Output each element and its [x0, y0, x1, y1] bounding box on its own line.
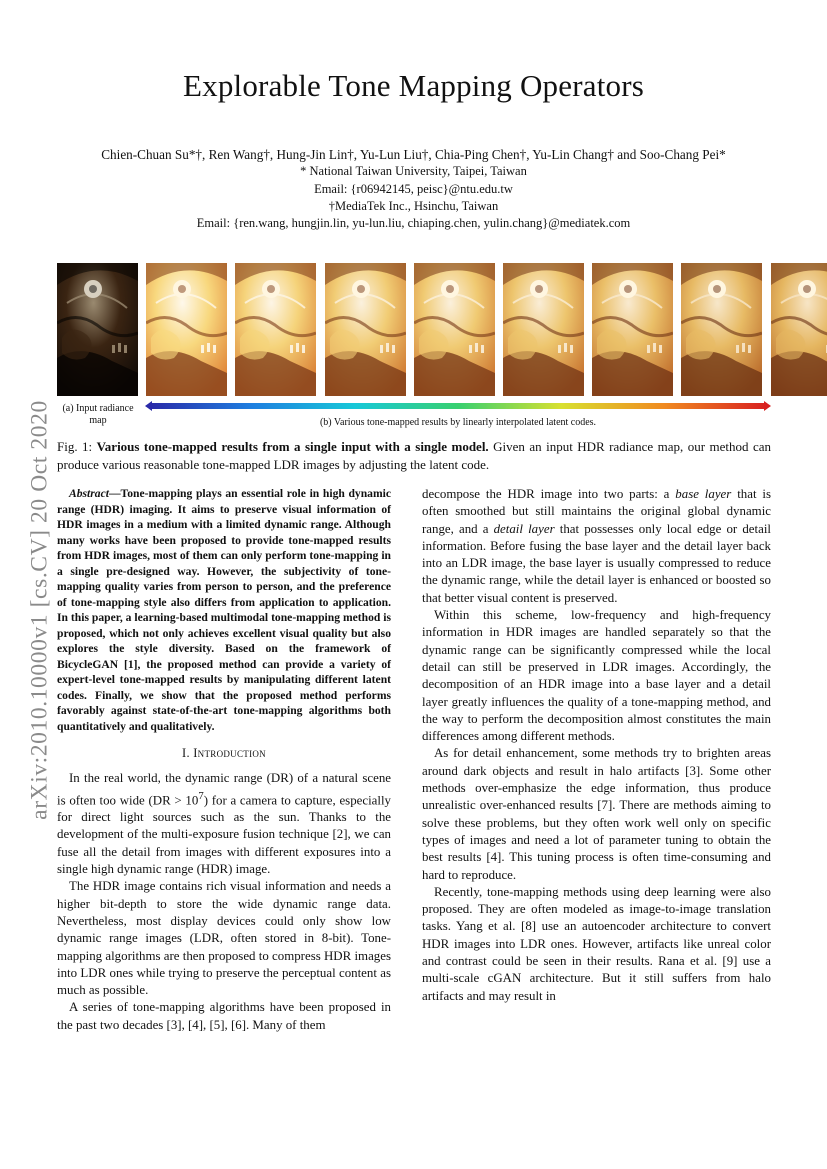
tone-mapped-8 — [771, 263, 827, 396]
intro-paragraph-2: The HDR image contains rich visual information and needs a higher bit-depth to store the wide dynamic range data. Nevertheless, most display devices could only show low dynamic range images (LDR, often stored in 8-bit). Tone-mapping algorithms are then proposed to compress HDR images into LDR ones while trying to preserve the perceptual content as much as possible. — [57, 879, 391, 998]
figure-image-strip — [57, 263, 770, 396]
figure-caption-bold: Various tone-mapped results from a single input with a single model. — [96, 439, 489, 454]
r1-base-layer: base layer — [675, 487, 732, 501]
abstract-lead: Abstract — [69, 487, 109, 500]
tone-mapped-2 — [235, 263, 316, 396]
subcaption-b: (b) Various tone-mapped results by linearly interpolated latent codes. — [319, 417, 597, 428]
tone-mapped-1 — [146, 263, 227, 396]
figure-label: Fig. 1: — [57, 439, 93, 454]
affiliation-mediatek: †MediaTek Inc., Hsinchu, Taiwan — [328, 199, 499, 213]
intro-p1-part-a: In the real world, the dynamic range (DR) of a natural scene is often too wide (DR > 10 — [57, 771, 391, 807]
latent-code-colorbar — [145, 398, 771, 414]
email-mediatek: Email: {ren.wang, hungjin.lin, yu-lun.liu, chiaping.chen, yulin.chang}@mediatek.com — [196, 216, 631, 230]
abstract — [57, 486, 391, 734]
author-list: Chien-Chuan Su*†, Ren Wang†, Hung-Jin Lin†, Yu-Lun Liu†, Chia-Ping Chen†, Yu-Lin Chang† and Soo-Chang Pei* — [101, 147, 726, 162]
section-heading — [57, 745, 391, 762]
figure-caption-text: Given an input HDR radiance map, our method can produce various reasonable tone-mapped LDR images by adjusting the latent code. — [57, 439, 771, 472]
tone-mapped-7 — [681, 263, 762, 396]
r1-part-c: that possesses only local edge or detail information. Before fusing the base layer and the detail layer back into an LDR image, the base layer is usually compressed to reduce the dynamic range, while the detail layer is enhanced or boosted so that better visual content is preserved. — [422, 521, 771, 605]
abstract-text: —Tone-mapping plays an essential role in high dynamic range (HDR) imaging. It aims to preserve visual information of HDR images in a medium with a limited dynamic range. Although many works have been proposed to provide tone-mapped results from HDR images, most of them can only perform tone-mapping in a single pre-designed way. However, the subjectivity of tone-mapping quality varies from person to person, and the preference of tone-mapping style also differs from application to application. In this paper, a learning-based multimodal tone-mapping method is proposed, which not only achieves excellent visual quality but also explores the style diversity. Based on the framework of BicycleGAN [1], the proposed method can provide a variety of expert-level tone-mapped results by manipulating different latent codes. Finally, we show that the proposed method performs favorably against state-of-the-art tone-mapping algorithms both quantitatively and qualitatively. — [57, 487, 391, 733]
left-column — [57, 486, 391, 1034]
tone-mapped-6 — [592, 263, 673, 396]
right-paragraph-3: As for detail enhancement, some methods try to brighten areas around dark objects and result in halo artifacts [3]. Some other methods over-emphasize the edge information, thus produce unrealistic over-enhanced results [7]. There are methods aiming to solve these problems, but they often work well only on specific types of images and need a lot of parameter tuning to obtain the best results [4]. This tuning process is often time-consuming and hard to reproduce. — [422, 746, 771, 882]
right-arrow-icon — [764, 401, 771, 411]
intro-paragraph-1 — [57, 770, 391, 878]
intro-p1-exponent: 7 — [198, 789, 204, 802]
tone-mapped-3 — [325, 263, 406, 396]
arxiv-stamp: arXiv:2010.10000v1 [cs.CV] 20 Oct 2020 — [26, 400, 53, 820]
intro-p1-part-b: ) for a camera to capture, especially for direct light sources such as the sun. Thanks to the development of the multi-exposure fusion technique [2], we can fuse all the detail from images with different exposures into a single high dynamic range (HDR) image. — [57, 792, 391, 877]
right-paragraph-4: Recently, tone-mapping methods using deep learning were also proposed. They are often modeled as image-to-image translation tasks. Yang et al. [8] use an autoencoder architecture to convert HDR images into LDR ones. However, artifacts like unreal color and contrast could be seen in their results. Rana et al. [9] use a multi-scale cGAN architecture. But it still suffers from halo artifacts and may result in — [422, 884, 771, 1003]
r1-part-a: decompose the HDR image into two parts: a — [422, 487, 676, 501]
left-arrow-icon — [145, 401, 152, 411]
tone-mapped-4 — [414, 263, 495, 396]
section-number: I. — [182, 746, 190, 760]
right-paragraph-2: Within this scheme, low-frequency and high-frequency information in HDR images are handled separately so that the dynamic range can be significantly compressed while the local detail can still be preserved in LDR images. Accordingly, the decomposition of an HDR image into a base layer and a detail layer greatly influences the quality of a tone-mapping method, and the way to perform the decomposition almost constitutes the main differences among different methods. — [422, 608, 771, 744]
paper-title: Explorable Tone Mapping Operators — [183, 68, 644, 103]
email-ntu: Email: {r06942145, peisc}@ntu.edu.tw — [314, 182, 513, 196]
intro-paragraph-3: A series of tone-mapping algorithms have been proposed in the past two decades [3], [4], [5], [6]. Many of them — [57, 1000, 391, 1032]
r1-part-b: that is often smoothed but still maintains the original global dynamic range, and a — [422, 487, 772, 536]
tone-mapped-5 — [503, 263, 584, 396]
subcaption-a: (a) Input radiance map — [62, 403, 134, 426]
affiliation-ntu: * National Taiwan University, Taipei, Taiwan — [300, 164, 527, 178]
figure-caption — [57, 438, 771, 473]
input-radiance-map — [57, 263, 138, 396]
right-column — [422, 486, 771, 1005]
right-paragraph-1 — [422, 486, 771, 607]
section-title: Introduction — [193, 746, 266, 760]
r1-detail-layer: detail layer — [493, 521, 555, 536]
